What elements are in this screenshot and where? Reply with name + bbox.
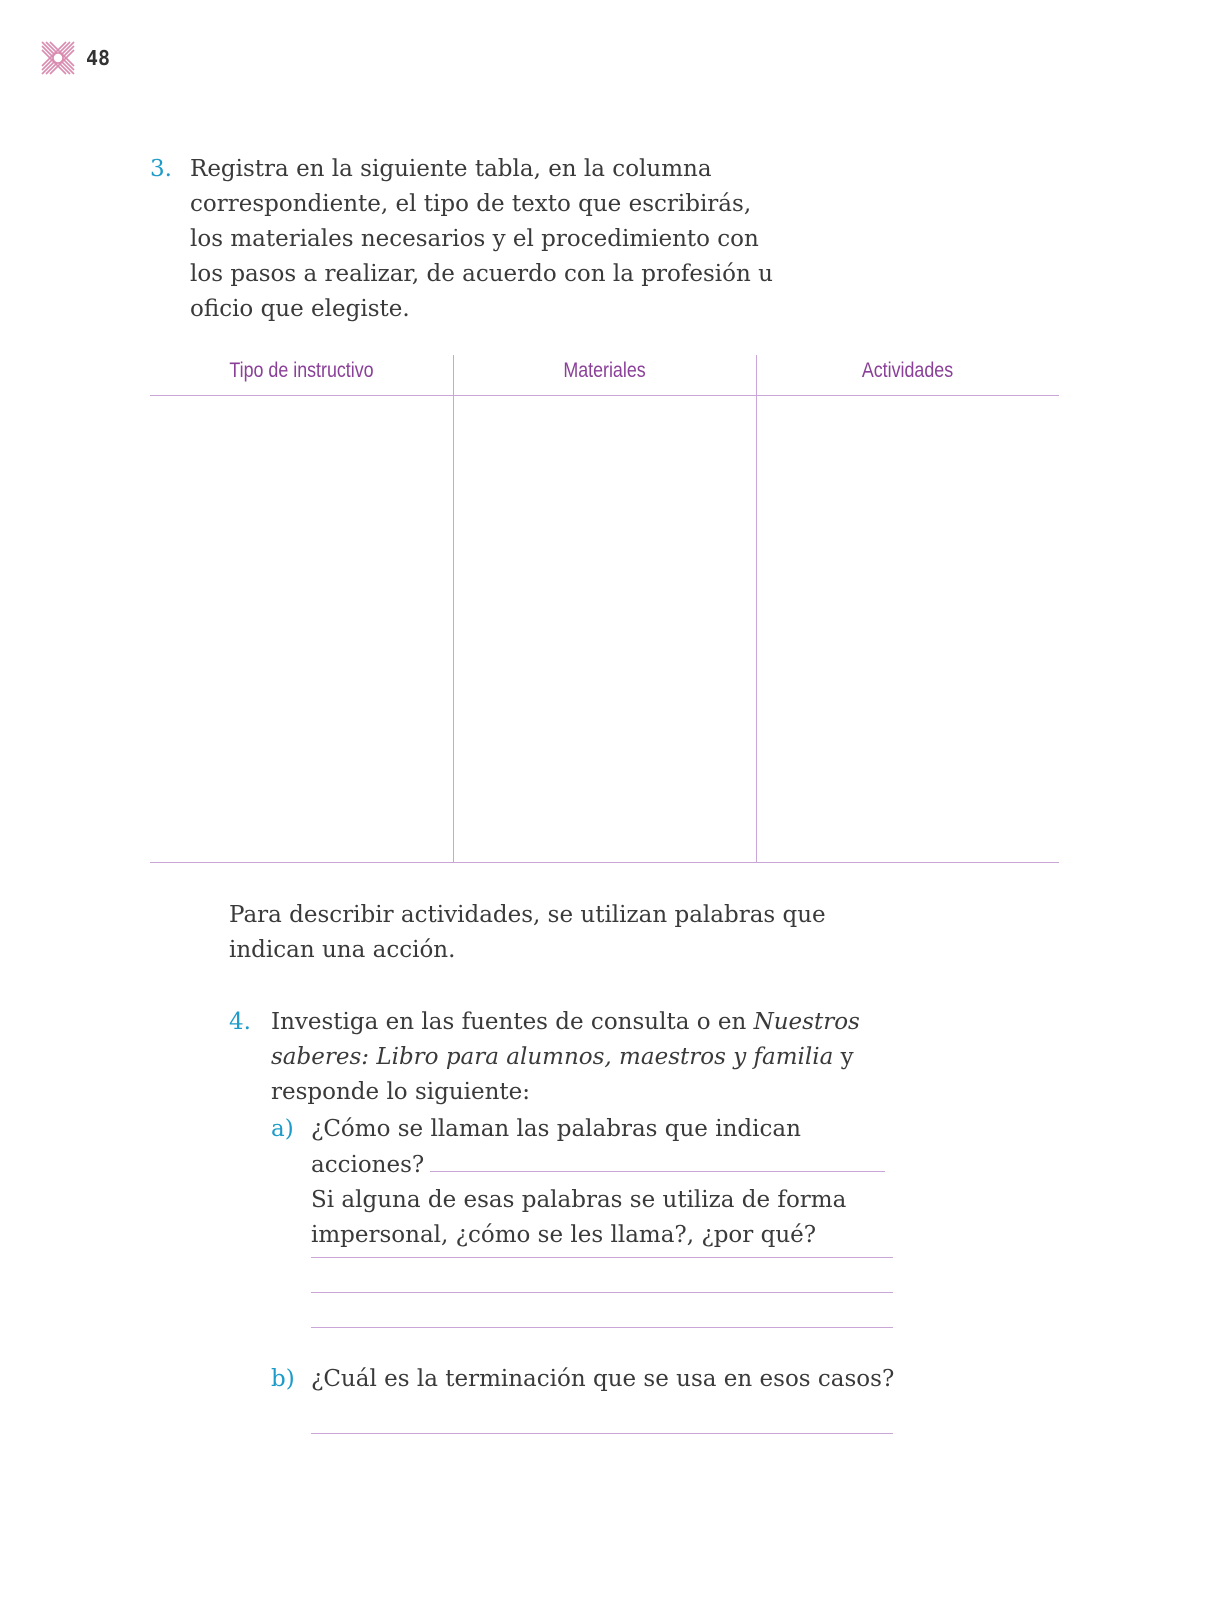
subquestion-a [271,1112,911,1253]
answer-table [150,355,1059,863]
column-header-materiales: Materiales [563,359,646,382]
page-number: 48 [86,46,111,70]
answer-line[interactable] [430,1147,885,1172]
column-header-tipo: Tipo de instructivo [229,359,374,382]
question-text [271,1005,909,1110]
question-text-part: y responde lo siguiente: [271,1044,854,1105]
column-header-actividades: Actividades [861,359,954,382]
answer-line[interactable] [311,1292,893,1293]
followup-text: Si alguna de esas palabras se utiliza de forma impersonal, ¿cómo se les llama?, ¿por qué? [311,1187,847,1248]
answer-line[interactable] [311,1327,893,1328]
question-4 [229,1005,909,1110]
column-divider [453,355,454,863]
page-header [40,40,110,76]
question-number: 3. [150,156,172,182]
question-number: 4. [229,1009,251,1035]
subquestion-text: ¿Cuál es la terminación que se usa en esos casos? [311,1366,895,1392]
subquestion-b [271,1362,911,1397]
subquestion-text: ¿Cómo se llaman las palabras que indican acciones? [311,1116,801,1178]
question-text-part: Investiga en las fuentes de consulta o en [271,1009,754,1035]
question-3 [150,152,790,327]
column-divider [756,355,757,863]
subquestion-letter: b) [271,1366,295,1392]
decorative-cross-icon [40,40,76,76]
question-text: Registra en la siguiente tabla, en la columna correspondiente, el tipo de texto que escribirás, los materiales necesarios y el procedimiento con los pasos a realizar, de acuerdo con la profesión u oficio que elegiste. [190,156,773,322]
answer-line[interactable] [311,1257,893,1258]
answer-line[interactable] [311,1433,893,1434]
note-text: Para describir actividades, se utilizan palabras que indican una acción. [229,902,826,963]
subquestion-letter: a) [271,1116,294,1142]
header-rule [150,395,1059,396]
book-title: Nuestros saberes: Libro para alumnos, maestros y familia [271,1009,860,1070]
table-bottom-rule [150,862,1059,863]
